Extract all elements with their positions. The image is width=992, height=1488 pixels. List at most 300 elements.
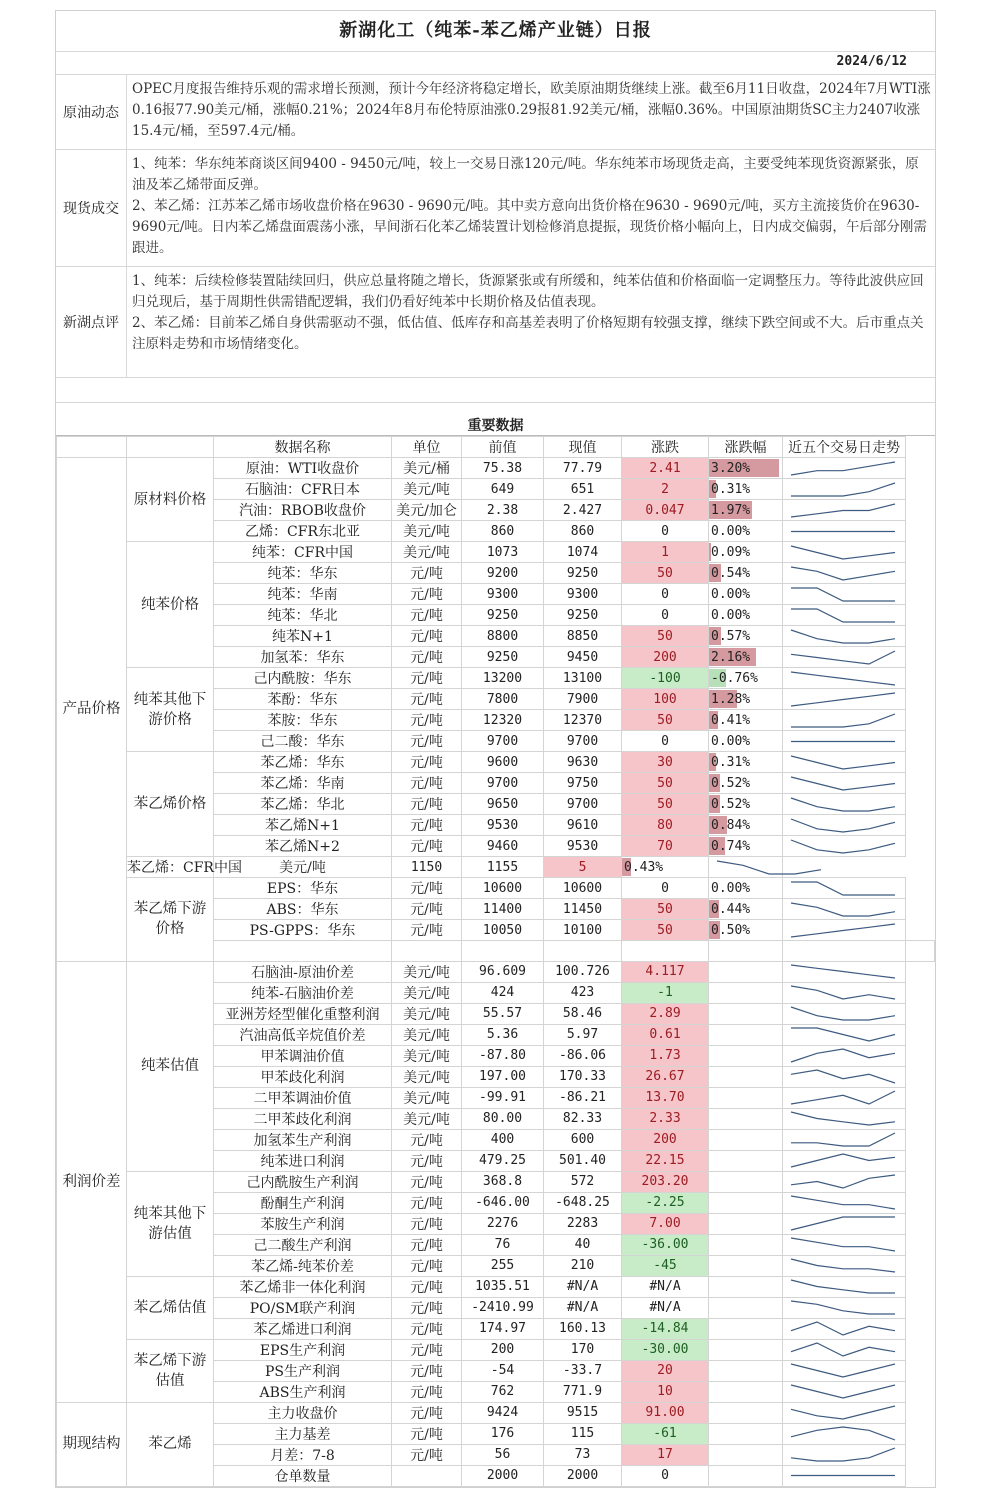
change-pct — [709, 1360, 783, 1381]
pct-value: 0.00% — [711, 607, 751, 623]
table-row — [57, 857, 935, 878]
sparkline-cell — [783, 1276, 906, 1297]
change-pct — [709, 815, 783, 836]
prev-value: 1073 — [462, 542, 544, 563]
prev-value: 7800 — [462, 689, 544, 710]
change-value: #N/A — [622, 1276, 709, 1297]
change-value: 70 — [622, 836, 709, 857]
change-value: 50 — [622, 773, 709, 794]
trend-sparkline — [783, 1046, 903, 1065]
change-value: 50 — [622, 794, 709, 815]
current-value: 2283 — [544, 1213, 622, 1234]
trend-sparkline — [783, 983, 903, 1002]
change-value: 50 — [622, 710, 709, 731]
change-pct — [709, 1297, 783, 1318]
current-value: 9700 — [544, 731, 622, 752]
header-change: 涨跌 — [622, 437, 709, 458]
comment-benzene: 1、纯苯：后续检修装置陆续回归，供应总量将随之增长，货源紧张或有所缓和，纯苯估值和价格面临一定调整压力。等待此波供应回归兑现后，基于周期性供需错配逻辑，我们仍看好纯苯中长期价格及估值表现。 — [132, 273, 924, 310]
change-pct — [709, 1339, 783, 1360]
current-value: -33.7 — [544, 1360, 622, 1381]
current-value: 13100 — [544, 668, 622, 689]
sparkline-cell — [783, 668, 906, 689]
sparkline-cell — [783, 731, 906, 752]
prev-value: 860 — [462, 521, 544, 542]
sparkline-cell — [783, 1381, 906, 1402]
item-name: 己内酰胺生产利润 — [214, 1171, 392, 1192]
sparkline-cell — [783, 1465, 906, 1486]
item-unit: 美元/桶 — [392, 458, 462, 479]
trend-sparkline — [783, 480, 903, 499]
change-value: 4.117 — [622, 961, 709, 982]
change-value: -61 — [622, 1423, 709, 1444]
current-value: 160.13 — [544, 1318, 622, 1339]
current-value: 2000 — [544, 1465, 622, 1486]
sparkline-cell — [783, 1066, 906, 1087]
sparkline-path — [717, 861, 821, 874]
sparkline-cell — [783, 1444, 906, 1465]
pct-value: 0.52% — [711, 775, 751, 791]
pct-value: 0.44% — [711, 901, 751, 917]
sparkline-path — [791, 1301, 895, 1314]
trend-sparkline — [783, 1424, 903, 1443]
item-unit: 元/吨 — [392, 920, 462, 941]
trend-sparkline — [783, 816, 903, 835]
item-name: 纯苯N+1 — [214, 626, 392, 647]
change-pct — [709, 1045, 783, 1066]
item-name: 苯乙烯-纯苯价差 — [214, 1255, 392, 1276]
change-pct — [709, 752, 783, 773]
current-value: 82.33 — [544, 1108, 622, 1129]
pct-value: 0.43% — [624, 859, 664, 875]
change-value: 80 — [622, 815, 709, 836]
pct-value: 2.16% — [711, 649, 751, 665]
item-unit: 元/吨 — [392, 605, 462, 626]
current-value: 7900 — [544, 689, 622, 710]
item-name: 石脑油-原油价差 — [214, 961, 392, 982]
sparkline-path — [791, 1217, 895, 1230]
sparkline-path — [791, 1091, 895, 1104]
prev-value: 5.36 — [462, 1024, 544, 1045]
sparkline-path — [791, 882, 895, 895]
subgroup-label: 苯乙烯估值 — [127, 1276, 214, 1339]
item-name: 苯乙烯N+2 — [214, 836, 392, 857]
change-pct — [709, 647, 783, 668]
item-unit: 元/吨 — [392, 773, 462, 794]
spot-text — [127, 150, 935, 266]
item-name: 纯苯进口利润 — [214, 1150, 392, 1171]
change-pct — [709, 1465, 783, 1486]
spot-section — [56, 150, 935, 267]
trend-sparkline — [783, 1025, 903, 1044]
change-pct — [709, 500, 783, 521]
sparkline-path — [791, 1280, 895, 1293]
sparkline-path — [791, 1385, 895, 1398]
table-row — [57, 542, 935, 563]
prev-value: 2000 — [462, 1465, 544, 1486]
sparkline-path — [791, 462, 895, 475]
sparkline-path — [791, 1133, 895, 1146]
trend-sparkline — [783, 1067, 903, 1086]
change-pct — [709, 626, 783, 647]
trend-sparkline — [783, 921, 903, 940]
item-name: EPS生产利润 — [214, 1339, 392, 1360]
header-name: 数据名称 — [214, 437, 392, 458]
change-pct — [709, 1129, 783, 1150]
sparkline-cell — [783, 521, 906, 542]
change-pct — [709, 899, 783, 920]
item-name: 原油：WTI收盘价 — [214, 458, 392, 479]
item-name: 二甲苯歧化利润 — [214, 1108, 392, 1129]
prev-value: 2.38 — [462, 500, 544, 521]
item-name: 纯苯：华东 — [214, 563, 392, 584]
change-pct — [709, 689, 783, 710]
trend-sparkline — [783, 1172, 903, 1191]
item-name: 纯苯：华南 — [214, 584, 392, 605]
change-pct — [709, 1150, 783, 1171]
change-value: -45 — [622, 1255, 709, 1276]
prev-value: 9700 — [462, 773, 544, 794]
pct-value: 1.28% — [711, 691, 751, 707]
prev-value: 9424 — [462, 1402, 544, 1423]
item-unit: 美元/吨 — [392, 521, 462, 542]
sparkline-path — [791, 1175, 895, 1188]
item-name: 汽油：RBOB收盘价 — [214, 500, 392, 521]
item-name: ABS生产利润 — [214, 1381, 392, 1402]
trend-sparkline — [783, 1130, 903, 1149]
change-value: 13.70 — [622, 1087, 709, 1108]
sparkline-path — [791, 1196, 895, 1209]
change-pct — [622, 857, 709, 878]
change-value: 2.33 — [622, 1108, 709, 1129]
change-pct — [709, 1108, 783, 1129]
trend-sparkline — [783, 1466, 903, 1485]
prev-value: -54 — [462, 1360, 544, 1381]
sparkline-cell — [783, 982, 906, 1003]
current-value: 11450 — [544, 899, 622, 920]
change-value: 91.00 — [622, 1402, 709, 1423]
subgroup-label: 纯苯价格 — [127, 542, 214, 668]
table-row — [57, 752, 935, 773]
item-unit: 美元/吨 — [392, 1045, 462, 1066]
item-unit: 元/吨 — [392, 647, 462, 668]
prev-value: 200 — [462, 1339, 544, 1360]
change-pct — [709, 1318, 783, 1339]
change-value: 50 — [622, 626, 709, 647]
comment-styrene: 2、苯乙烯：目前苯乙烯自身供需驱动不强，低估值、低库存和高基差表明了价格短期有较强支撑，继续下跌空间或不大。后市重点关注原料走势和市场情绪变化。 — [132, 315, 924, 352]
change-pct — [709, 794, 783, 815]
item-name: 苯乙烯进口利润 — [214, 1318, 392, 1339]
item-name: EPS：华东 — [214, 878, 392, 899]
sparkline-cell — [783, 836, 906, 857]
sparkline-cell — [783, 500, 906, 521]
change-value: #N/A — [622, 1297, 709, 1318]
trend-sparkline — [783, 1361, 903, 1380]
table-row — [57, 668, 935, 689]
sparkline-cell — [783, 1192, 906, 1213]
current-value: 8850 — [544, 626, 622, 647]
item-name — [392, 941, 462, 962]
header-pct: 涨跌幅 — [709, 437, 783, 458]
comment-label: 新湖点评 — [56, 267, 127, 377]
change-value: 50 — [622, 563, 709, 584]
prev-value: -646.00 — [462, 1192, 544, 1213]
item-name: 苯酚：华东 — [214, 689, 392, 710]
sparkline-path — [791, 756, 895, 769]
item-name: 加氢苯：华东 — [214, 647, 392, 668]
item-name: 汽油高低辛烷值价差 — [214, 1024, 392, 1045]
item-name: 主力基差 — [214, 1423, 392, 1444]
trend-sparkline — [709, 858, 829, 877]
header-prev: 前值 — [462, 437, 544, 458]
sparkline-path — [791, 777, 895, 790]
item-unit: 元/吨 — [392, 1150, 462, 1171]
table-row — [57, 961, 935, 982]
trend-sparkline — [783, 585, 903, 604]
sparkline-cell — [783, 542, 906, 563]
sparkline-cell — [783, 1087, 906, 1108]
change-pct — [709, 584, 783, 605]
prev-value: 9300 — [462, 584, 544, 605]
subgroup-label: 纯苯估值 — [127, 961, 214, 1171]
sparkline-path — [791, 693, 895, 706]
change-pct — [709, 1024, 783, 1045]
item-unit: 元/吨 — [392, 815, 462, 836]
current-value: -86.06 — [544, 1045, 622, 1066]
spot-label: 现货成交 — [56, 150, 127, 266]
current-value: -86.21 — [544, 1087, 622, 1108]
sparkline-cell — [783, 1255, 906, 1276]
report-sheet — [55, 10, 936, 1488]
sparkline-cell — [783, 920, 906, 941]
change-value: 0.61 — [622, 1024, 709, 1045]
current-value: 9300 — [544, 584, 622, 605]
change-pct — [709, 521, 783, 542]
change-value: 2.41 — [622, 458, 709, 479]
change-value: 0 — [622, 584, 709, 605]
header-unit: 单位 — [392, 437, 462, 458]
table-row — [57, 1339, 935, 1360]
sparkline-cell — [783, 1024, 906, 1045]
change-pct — [709, 731, 783, 752]
prev-value: 96.609 — [462, 961, 544, 982]
change-value: 50 — [622, 920, 709, 941]
item-unit: 元/吨 — [392, 1360, 462, 1381]
sparkline-cell — [783, 815, 906, 836]
prev-value: 11400 — [462, 899, 544, 920]
prev-value: 174.97 — [462, 1318, 544, 1339]
sparkline-cell — [783, 878, 906, 899]
current-value: 210 — [544, 1255, 622, 1276]
item-unit: 元/吨 — [392, 1213, 462, 1234]
item-unit: 美元/吨 — [392, 1108, 462, 1129]
sparkline-cell — [783, 1150, 906, 1171]
prev-value: 1150 — [392, 857, 462, 878]
item-name: 苯胺生产利润 — [214, 1213, 392, 1234]
item-name: 苯乙烯N+1 — [214, 815, 392, 836]
trend-sparkline — [783, 543, 903, 562]
sparkline-path — [791, 1007, 895, 1020]
trend-sparkline — [783, 1088, 903, 1107]
prev-value: 368.8 — [462, 1171, 544, 1192]
item-unit: 美元/吨 — [392, 479, 462, 500]
subgroup-label: 苯乙烯 — [127, 1402, 214, 1486]
current-value: 9450 — [544, 647, 622, 668]
spacer-row — [56, 378, 935, 403]
change-pct — [709, 1423, 783, 1444]
item-name: 乙烯：CFR东北亚 — [214, 521, 392, 542]
sparkline-cell — [783, 899, 906, 920]
trend-sparkline — [783, 1109, 903, 1128]
item-unit: 元/吨 — [392, 731, 462, 752]
change-pct — [709, 458, 783, 479]
change-pct — [709, 1276, 783, 1297]
change-value: 1.73 — [622, 1045, 709, 1066]
prev-value: 12320 — [462, 710, 544, 731]
sparkline-cell — [783, 458, 906, 479]
change-value: 7.00 — [622, 1213, 709, 1234]
item-unit: 元/吨 — [392, 1318, 462, 1339]
item-name: PS生产利润 — [214, 1360, 392, 1381]
date-row — [56, 52, 935, 75]
prev-value: 9460 — [462, 836, 544, 857]
sparkline-cell — [783, 1108, 906, 1129]
change-pct — [709, 920, 783, 941]
item-unit: 元/吨 — [392, 1255, 462, 1276]
trend-sparkline — [783, 1298, 903, 1317]
sparkline-cell — [783, 1339, 906, 1360]
sparkline-cell — [783, 1213, 906, 1234]
change-value: 0.047 — [622, 500, 709, 521]
change-value: 2 — [622, 479, 709, 500]
current-value: 58.46 — [544, 1003, 622, 1024]
comment-text — [127, 267, 935, 377]
sparkline-cell — [783, 689, 906, 710]
prev-value: 9600 — [462, 752, 544, 773]
item-unit: 元/吨 — [392, 1402, 462, 1423]
sparkline-path — [791, 1154, 895, 1167]
prev-value: 9250 — [462, 647, 544, 668]
sparkline-cell — [906, 941, 935, 962]
item-unit: 元/吨 — [392, 752, 462, 773]
change-pct — [709, 961, 783, 982]
change-value: 0 — [622, 731, 709, 752]
item-unit: 元/吨 — [392, 584, 462, 605]
change-pct — [709, 1066, 783, 1087]
sparkline-path — [791, 1448, 895, 1461]
item-unit: 美元/吨 — [392, 1066, 462, 1087]
sparkline-path — [791, 986, 895, 999]
current-value: 9630 — [544, 752, 622, 773]
change-pct — [709, 1171, 783, 1192]
subgroup-label: 苯乙烯下游价格 — [127, 878, 214, 962]
trend-sparkline — [783, 795, 903, 814]
prev-value: 255 — [462, 1255, 544, 1276]
sparkline-cell — [783, 584, 906, 605]
change-pct — [709, 479, 783, 500]
change-value: -14.84 — [622, 1318, 709, 1339]
change-value: -30.00 — [622, 1339, 709, 1360]
subgroup-label: 纯苯其他下游估值 — [127, 1171, 214, 1276]
change-pct — [709, 1402, 783, 1423]
item-unit: 元/吨 — [392, 563, 462, 584]
item-unit: 元/吨 — [392, 1444, 462, 1465]
prev-value: -2410.99 — [462, 1297, 544, 1318]
item-unit: 元/吨 — [392, 626, 462, 647]
trend-sparkline — [783, 648, 903, 667]
prev-value: 424 — [462, 982, 544, 1003]
item-unit: 元/吨 — [392, 1423, 462, 1444]
current-value: 600 — [544, 1129, 622, 1150]
current-value: 9750 — [544, 773, 622, 794]
change-value: 0 — [622, 605, 709, 626]
pct-value: 0.84% — [711, 817, 751, 833]
item-name: 加氢苯生产利润 — [214, 1129, 392, 1150]
pct-value: 0.00% — [711, 586, 751, 602]
sparkline-cell — [709, 857, 783, 878]
sparkline-path — [791, 714, 895, 727]
sparkline-path — [791, 1070, 895, 1083]
change-value — [709, 941, 783, 962]
change-pct — [709, 836, 783, 857]
change-value: 0 — [622, 1465, 709, 1486]
item-unit: 元/吨 — [392, 1129, 462, 1150]
change-pct — [709, 1234, 783, 1255]
current-value: 1074 — [544, 542, 622, 563]
prev-value: 9250 — [462, 605, 544, 626]
change-value: 203.20 — [622, 1171, 709, 1192]
item-name: 甲苯歧化利润 — [214, 1066, 392, 1087]
trend-sparkline — [783, 711, 903, 730]
sparkline-cell — [783, 626, 906, 647]
sparkline-path — [791, 546, 895, 559]
current-value: 572 — [544, 1171, 622, 1192]
sparkline-cell — [783, 1045, 906, 1066]
change-pct — [709, 542, 783, 563]
current-value: 9250 — [544, 563, 622, 584]
prev-value: 8800 — [462, 626, 544, 647]
sparkline-path — [791, 1259, 895, 1272]
sparkline-path — [791, 1322, 895, 1335]
sparkline-path — [791, 672, 895, 685]
trend-sparkline — [783, 1319, 903, 1338]
trend-sparkline — [783, 1256, 903, 1275]
item-name: 仓单数量 — [214, 1465, 392, 1486]
prev-value: 9650 — [462, 794, 544, 815]
trend-sparkline — [783, 1151, 903, 1170]
item-name: 二甲苯调油价值 — [214, 1087, 392, 1108]
prev-value: -87.80 — [462, 1045, 544, 1066]
trend-sparkline — [783, 732, 903, 751]
sparkline-cell — [783, 1318, 906, 1339]
change-pct — [709, 605, 783, 626]
change-value: 20 — [622, 1360, 709, 1381]
pct-value: 0.00% — [711, 733, 751, 749]
trend-sparkline — [783, 1277, 903, 1296]
item-name: 纯苯：华北 — [214, 605, 392, 626]
sparkline-path — [791, 1427, 895, 1440]
pct-value: 0.00% — [711, 523, 751, 539]
change-value: 200 — [622, 647, 709, 668]
trend-sparkline — [783, 501, 903, 520]
item-unit: 元/吨 — [392, 794, 462, 815]
pct-value: 0.54% — [711, 565, 751, 581]
trend-sparkline — [783, 900, 903, 919]
sparkline-cell — [783, 1360, 906, 1381]
item-unit — [462, 941, 544, 962]
crude-text: OPEC月度报告维持乐观的需求增长预测，预计今年经济将稳定增长，欧美原油期货继续上涨。截至6月11日收盘，2024年7月WTI涨0.16报77.90美元/桶，涨幅0.21%；2024年8月布伦特原油涨0.29报81.92美元/桶，涨幅0.36%。中国原油期货SC主力2407收涨15.4元/桶，至597.4元/桶。 — [132, 81, 931, 139]
item-unit: 元/吨 — [392, 689, 462, 710]
spot-benzene: 1、纯苯：华东纯苯商谈区间9400 - 9450元/吨，较上一交易日涨120元/吨。华东纯苯市场现货走高，主要受纯苯现货资源紧张，原油及苯乙烯带面反弹。 — [132, 156, 919, 193]
